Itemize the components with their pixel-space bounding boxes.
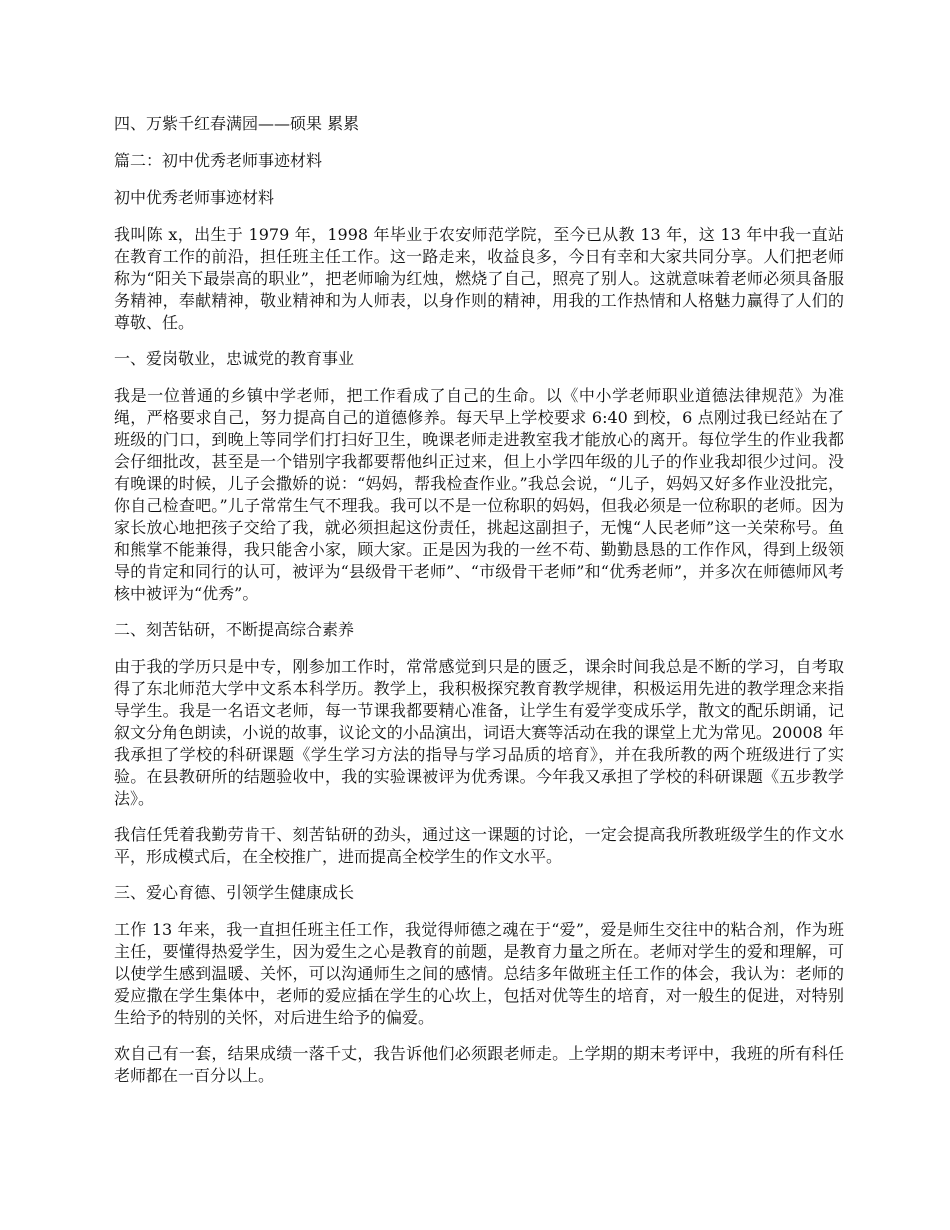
section3-heading: 三、爱心育德、引领学生健康成长 — [114, 883, 355, 902]
document-body — [114, 113, 844, 1087]
section2-paragraph-1: 由于我的学历只是中专，刚参加工作时，常常感觉到只是的匮乏，课余时间我总是不断的学习，自考取得了东北师范大学中文系本科学历。教学上，我积极探究教育教学规律，积极运用先进的教学理念来指导学生。我是一名语文老师，每一节课我都要精心准备，让学生有爱学变成乐学，散文的配乐朗诵，记叙文分角色朗读，小说的故事，议论文的小品演出，词语大赛等活动在我的课堂上尤为常见。20008 年我承担了学校的科研课题《学生学习方法的指导与学习品质的培育》，并在我所教的两个班级进行了实验。在县教研所的结题验收中，我的实验课被评为优秀课。今年我又承担了学校的科研课题《五步教学法》。 — [114, 657, 844, 808]
section2-paragraph-2: 我信任凭着我勤劳肯干、刻苦钻研的劲头，通过这一课题的讨论，一定会提高我所教班级学生的作文水平，形成模式后，在全校推广，进而提高全校学生的作文水平。 — [114, 825, 844, 866]
section4-title: 四、万紫千红春满园——硕果 累累 — [114, 114, 360, 133]
part2-title: 篇二：初中优秀老师事迹材料 — [114, 151, 323, 170]
doc-title: 初中优秀老师事迹材料 — [114, 188, 275, 207]
section3-paragraph-2: 欢自己有一套，结果成绩一落千丈，我告诉他们必须跟老师走。上学期的期末考评中，我班的所有科任老师都在一百分以上。 — [114, 1044, 844, 1085]
section1-paragraph: 我是一位普通的乡镇中学老师，把工作看成了自己的生命。以《中小学老师职业道德法律规范》为准绳，严格要求自己，努力提高自己的道德修养。每天早上学校要求 6:40 到校，6 点刚过我已经站在了班级的门口，到晚上等同学们打扫好卫生，晚课老师走进教室我才能放心的离开。每位学生的作业我都会仔细批改，甚至是一个错别字我都要帮他纠正过来，但上小学四年级的儿子的作业我却很少过问。没有晚课的时候，儿子会撒娇的说：“妈妈，帮我检查作业。”我总会说，“儿子，妈妈又好多作业没批完，你自己检查吧。”儿子常常生气不理我。我可以不是一位称职的妈妈，但我必须是一位称职的老师。因为家长放心地把孩子交给了我，就必须担起这份责任，挑起这副担子，无愧“人民老师”这一关荣称号。鱼和熊掌不能兼得，我只能舍小家，顾大家。正是因为我的一丝不苟、勤勤恳恳的工作作风，得到上级领导的肯定和同行的认可，被评为“县级骨干老师”、“市级骨干老师”和“优秀老师”，并多次在师德师风考核中被评为“优秀”。 — [114, 386, 844, 603]
section1-heading: 一、爱岗敬业，忠诚党的教育事业 — [114, 349, 355, 368]
section3-paragraph-1: 工作 13 年来，我一直担任班主任工作，我觉得师德之魂在于“爱”，爱是师生交往中的粘合剂，作为班主任，要懂得热爱学生，因为爱生之心是教育的前题，是教育力量之所在。老师对学生的爱和理解，可以使学生感到温暖、关怀，可以沟通师生之间的感情。总结多年做班主任工作的体会，我认为：老师的爱应撒在学生集体中，老师的爱应插在学生的心坎上，包括对优等生的培育，对一般生的促进，对特别生给予的特别的关怀，对后进生给予的偏爱。 — [114, 920, 844, 1027]
intro-paragraph: 我叫陈 x，出生于 1979 年，1998 年毕业于农安师范学院，至今已从教 13 年，这 13 年中我一直站在教育工作的前沿，担任班主任工作。这一路走来，收益良多，今日有幸和大家共同分享。人们把老师称为“阳关下最崇高的职业”，把老师喻为红烛，燃烧了自己，照亮了别人。这就意味着老师必须具备服务精神，奉献精神，敬业精神和为人师表，以身作则的精神，用我的工作热情和人格魅力赢得了人们的尊敬、任。 — [114, 225, 844, 332]
section2-heading: 二、刻苦钻研，不断提高综合素养 — [114, 620, 355, 639]
